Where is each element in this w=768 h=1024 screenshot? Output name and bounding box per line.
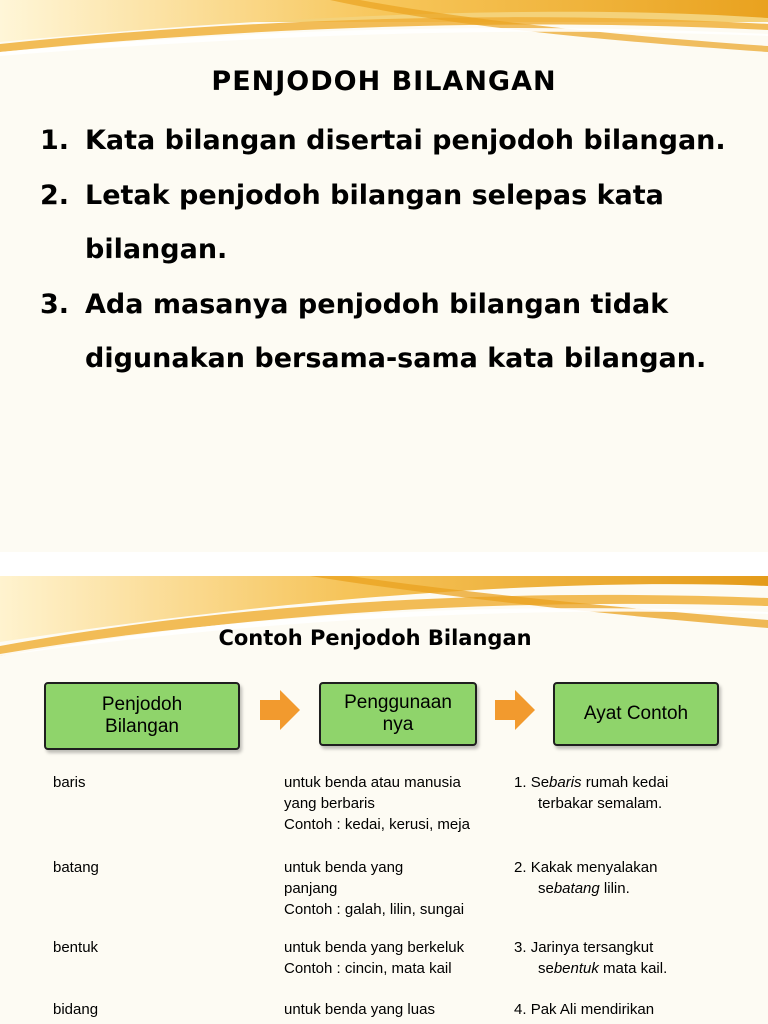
example-line <box>514 878 764 899</box>
table-row-word <box>53 999 98 1020</box>
list-item-number: 3. <box>40 288 70 320</box>
example-line: terbakar semalam. <box>538 795 663 812</box>
usage-line: panjang <box>284 880 338 897</box>
arrow-right-icon <box>493 688 537 732</box>
usage-line: untuk benda yang luas <box>284 1001 435 1018</box>
list-item-text: Letak penjodoh bilangan selepas kata bilangan. <box>85 179 664 265</box>
header-box-ayat-contoh <box>553 682 719 746</box>
example-line <box>514 999 764 1020</box>
table-row-example <box>514 937 764 979</box>
example-prefix: Se <box>530 774 550 791</box>
example-suffix: rumah kedai <box>581 774 669 791</box>
example-italic-word: baris <box>549 774 582 791</box>
table-row-word <box>53 937 98 958</box>
table-row-word <box>53 857 99 878</box>
example-line <box>514 772 764 793</box>
header-box-label: Penjodoh <box>101 694 183 715</box>
header-box-label: Penggunaan <box>344 692 452 713</box>
example-number: 4. <box>514 1001 527 1018</box>
list-item <box>40 169 730 278</box>
table-row-usage <box>284 857 464 920</box>
list-item-text: Ada masanya penjodoh bilangan tidak digunakan bersama-sama kata bilangan. <box>85 288 707 374</box>
table-row-usage <box>284 999 435 1020</box>
slide-gap <box>0 552 768 576</box>
slide-2-title: Contoh Penjodoh Bilangan <box>218 626 532 650</box>
header-box-penggunaannya <box>319 682 477 746</box>
list-item-text: Kata bilangan disertai penjodoh bilangan. <box>85 125 726 156</box>
table-row-example <box>514 772 764 814</box>
example-suffix: lilin. <box>599 880 630 897</box>
table-row-word <box>53 772 86 793</box>
example-line <box>514 937 764 958</box>
word-text: batang <box>53 859 99 876</box>
example-line <box>514 958 764 979</box>
header-box-penjodoh-bilangan <box>44 682 240 750</box>
example-number: 1. <box>514 774 527 791</box>
word-text: bidang <box>53 1001 99 1018</box>
table-row-usage <box>284 937 464 979</box>
example-prefix: se <box>538 880 554 897</box>
usage-line: untuk benda yang berkeluk <box>284 939 465 956</box>
example-line <box>514 857 764 878</box>
header-box-label: Ayat Contoh <box>583 703 689 724</box>
word-text: bentuk <box>53 939 99 956</box>
slide-2 <box>0 576 768 1024</box>
example-number: 3. <box>514 939 527 956</box>
example-text: Jarinya tersangkut <box>530 939 654 956</box>
usage-line: untuk benda atau manusia <box>284 774 461 791</box>
gold-swoosh-decoration <box>0 0 768 60</box>
example-prefix: se <box>538 960 554 977</box>
header-box-label: nya <box>382 714 414 735</box>
list-item-number: 2. <box>40 179 70 211</box>
example-number: 2. <box>514 859 527 876</box>
example-italic-word: bentuk <box>553 960 599 977</box>
usage-line: untuk benda yang <box>284 859 404 876</box>
example-text: Kakak menyalakan <box>530 859 658 876</box>
word-text: baris <box>53 774 86 791</box>
usage-line: Contoh : kedai, kerusi, meja <box>284 816 470 833</box>
arrow-right-icon <box>258 688 302 732</box>
table-row-example <box>514 999 764 1020</box>
usage-line: yang berbaris <box>284 795 375 812</box>
table-row-example <box>514 857 764 899</box>
header-box-label: Bilangan <box>105 716 179 737</box>
example-text: Pak Ali mendirikan <box>530 1001 655 1018</box>
list-item <box>40 114 730 169</box>
example-italic-word: batang <box>553 880 600 897</box>
example-suffix: mata kail. <box>598 960 668 977</box>
usage-line: Contoh : cincin, mata kail <box>284 960 452 977</box>
usage-line: Contoh : galah, lilin, sungai <box>284 901 465 918</box>
list-item-number: 1. <box>40 125 70 156</box>
slide-1-title: PENJODOH BILANGAN <box>211 66 557 97</box>
definition-list <box>40 114 730 387</box>
table-row-usage <box>284 772 470 835</box>
list-item <box>40 278 730 387</box>
